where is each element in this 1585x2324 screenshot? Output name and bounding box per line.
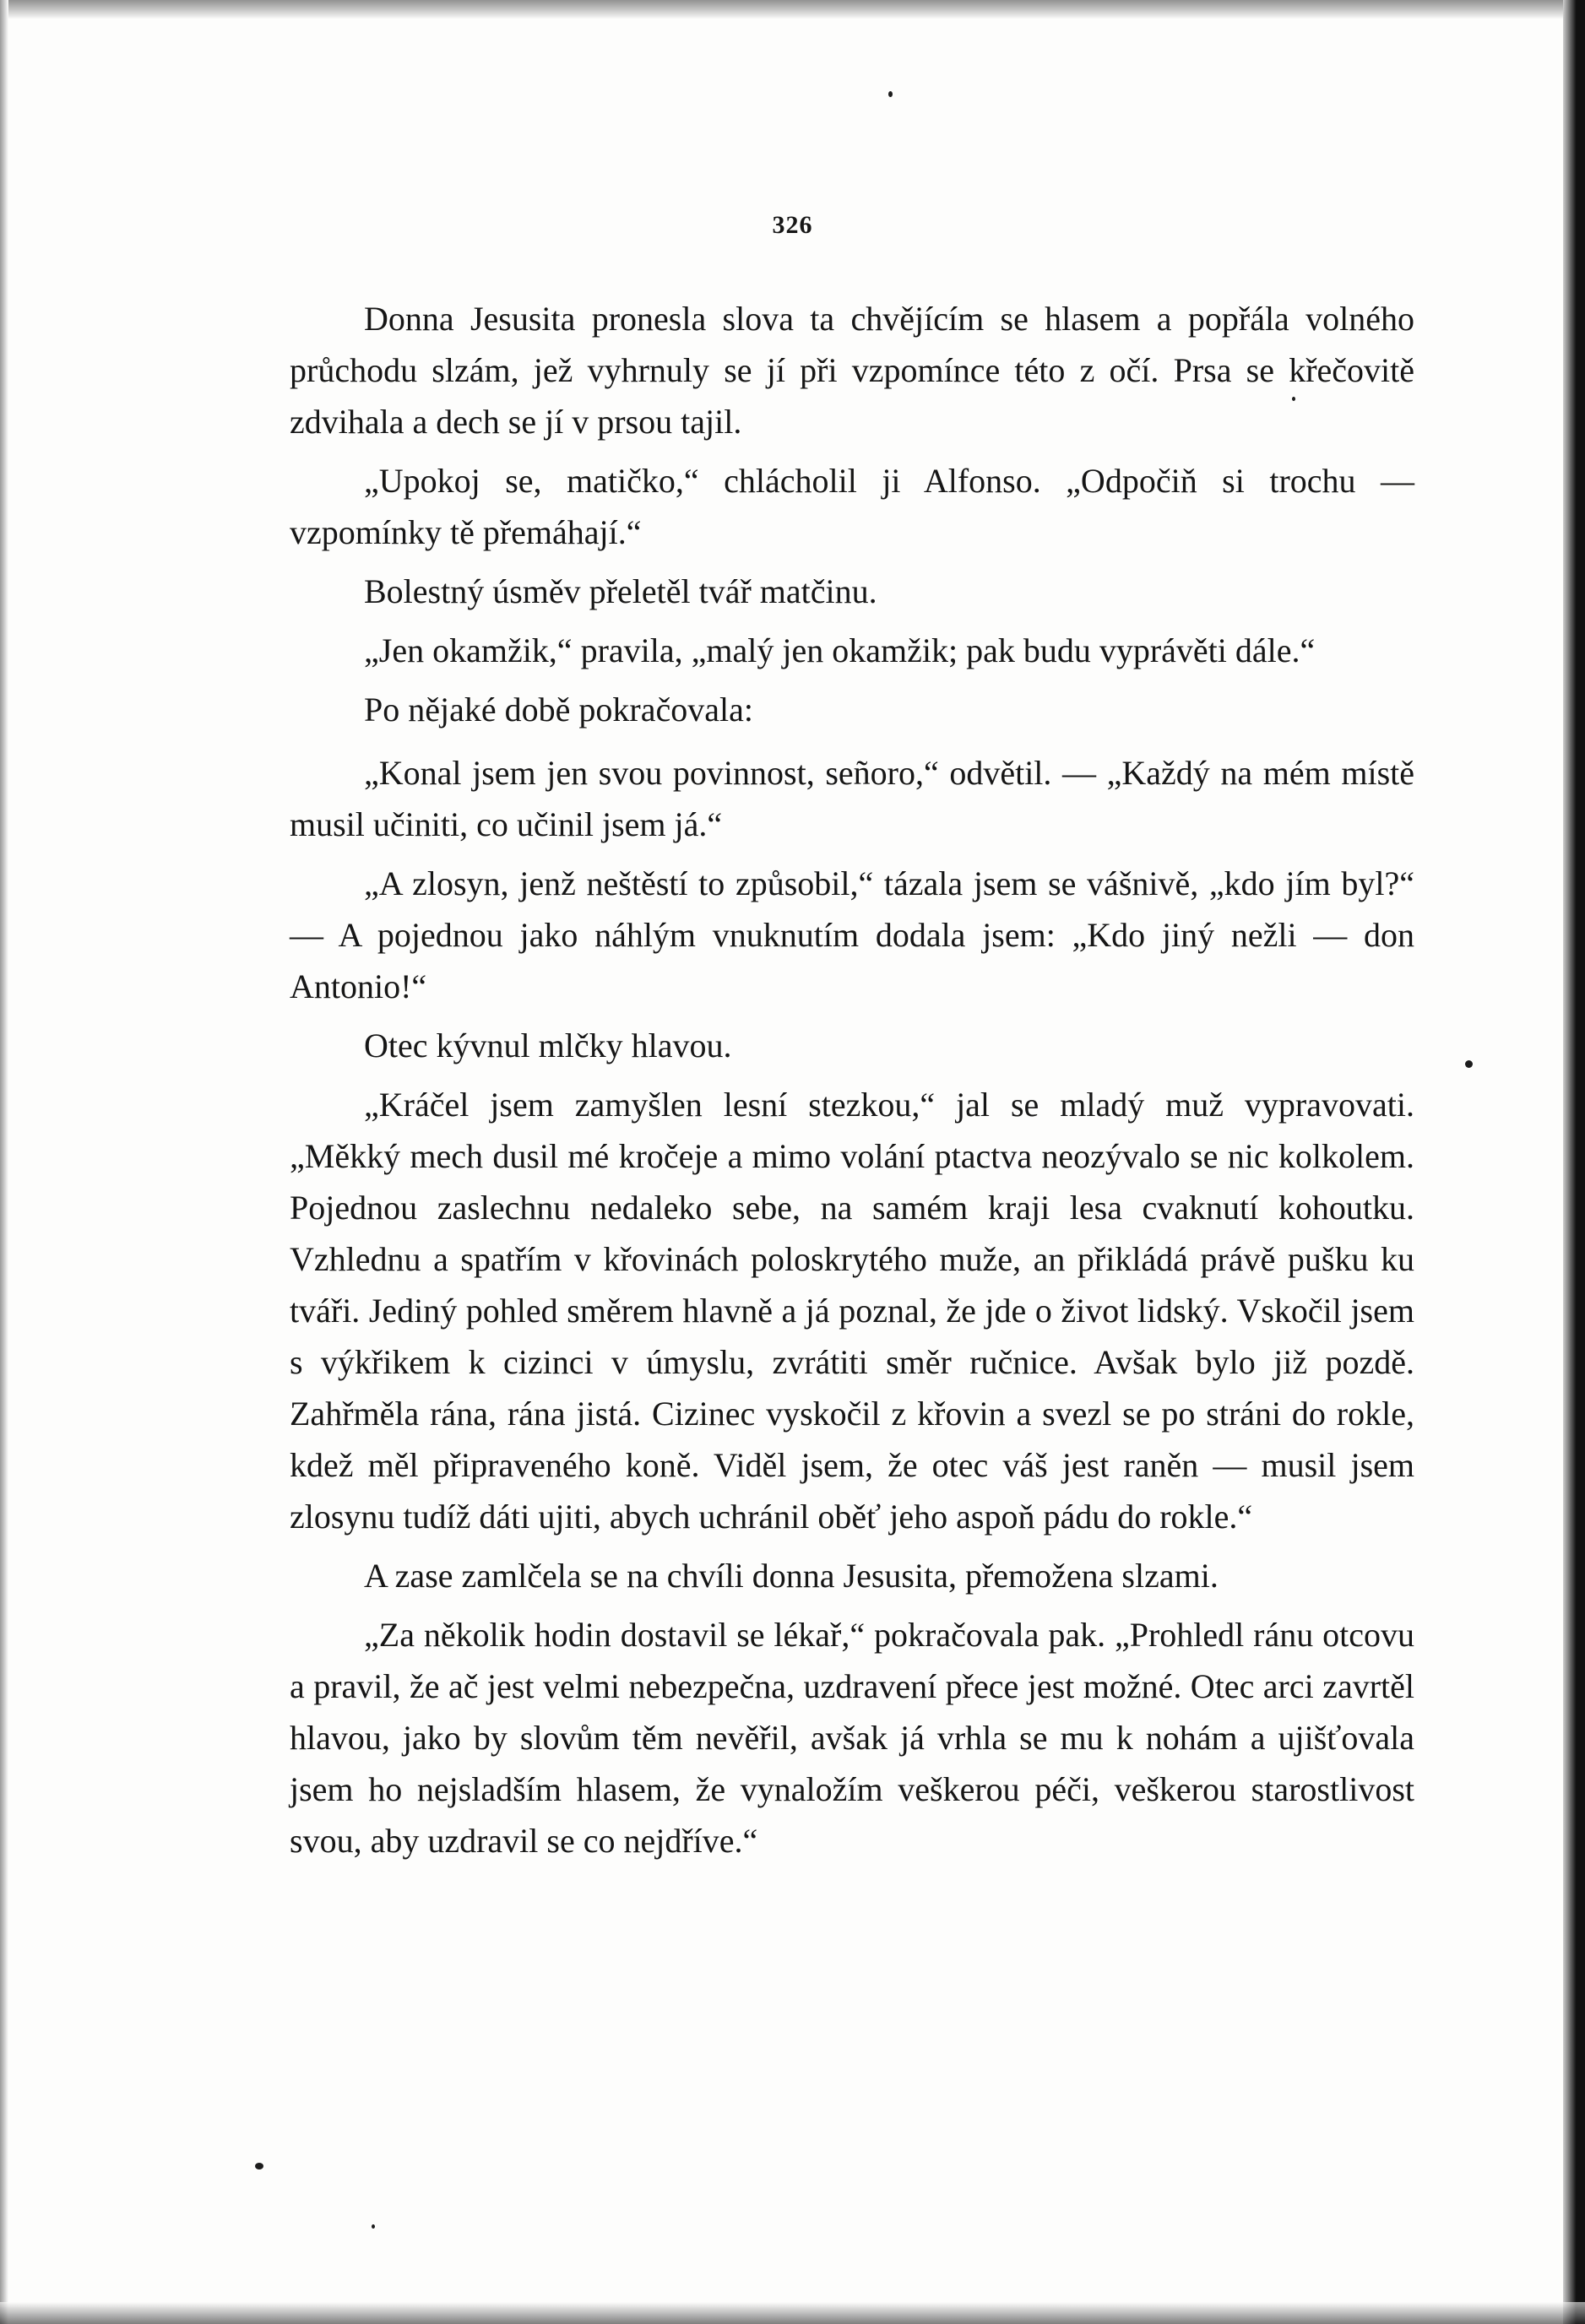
paragraph: A zase zamlčela se na chvíli donna Jesusita, přemožena slzami.	[364, 1557, 1219, 1595]
paragraph: „Konal jsem jen svou povinnost, señoro,“ odvětil. — „Každý na mém místě musil učiniti, co učinil jsem já.“	[290, 754, 1414, 843]
paragraph: Bolestný úsměv přeletěl tvář matčinu.	[364, 572, 877, 610]
page-edge-left	[0, 0, 8, 2324]
body-text	[290, 293, 1414, 1874]
paragraph: „Jen okamžik,“ pravila, „malý jen okamžik; pak budu vyprávěti dále.“	[364, 631, 1316, 669]
scan-speck	[372, 2224, 375, 2229]
paragraph: „A zlosyn, jenž neštěstí to způsobil,“ tázala jsem se vášnivě, „kdo jím byl?“ — A pojednou jako náhlým vnuknutím dodala jsem: „Kdo jiný nežli — don Antonio!“	[290, 864, 1414, 1005]
scan-speck	[1465, 1060, 1473, 1068]
paragraph: Donna Jesusita pronesla slova ta chvějícím se hlasem a popřála volného průchodu slzám, jež vyhrnuly se jí při vzpomínce této z očí. Prsa se křečovitě zdvihala a dech se jí v prsou tajil.	[290, 300, 1414, 441]
paragraph: Po nějaké době pokračovala:	[364, 691, 753, 729]
paragraph: „Kráčel jsem zamyšlen lesní stezkou,“ jal se mladý muž vypravovati. „Měkký mech dusil mé kročeje a mimo volání ptactva neozývalo se nic kolkolem. Pojednou zaslechnu nedaleko sebe, na samém kraji lesa cvaknutí kohoutku. Vzhlednu a spatřím v křovinách poloskrytého muže, an přikládá právě pušku ku tváři. Jediný pohled směrem hlavně a já poznal, že jde o život lidský. Vskočil jsem s výkřikem k cizinci v úmyslu, zvrátiti směr ručnice. Avšak bylo již pozdě. Zahřměla rána, rána jistá. Cizinec vyskočil z křovin a svezl se po stráni do rokle, kdež měl připraveného koně. Viděl jsem, že otec váš jest raněn — musil jsem zlosynu tudíž dáti ujiti, abych uchránil oběť jeho aspoň pádu do rokle.“	[290, 1086, 1414, 1536]
scan-speck	[888, 91, 893, 97]
page-edge-bottom	[0, 2302, 1585, 2324]
paragraph: Otec kývnul mlčky hlavou.	[364, 1027, 732, 1064]
paragraph: „Za několik hodin dostavil se lékař,“ pokračovala pak. „Prohledl ránu otcovu a pravil, že ač jest velmi nebezpečna, uzdravení přece jest možné. Otec arci zavrtěl hlavou, jako by slovům těm nevěřil, avšak já vrhla se mu k nohám a ujišťovala jsem ho nejsladším hlasem, že vynaložím veškerou péči, veškerou starostlivost svou, aby uzdravil se co nejdříve.“	[290, 1616, 1414, 1860]
page-edge-right	[1563, 0, 1585, 2324]
paragraph: „Upokoj se, matičko,“ chlácholil ji Alfonso. „Odpočiň si trochu — vzpomínky tě přemáhají.“	[290, 462, 1414, 551]
scan-speck	[255, 2163, 263, 2170]
page-number: 326	[772, 211, 813, 239]
page-edge-top	[0, 0, 1585, 19]
